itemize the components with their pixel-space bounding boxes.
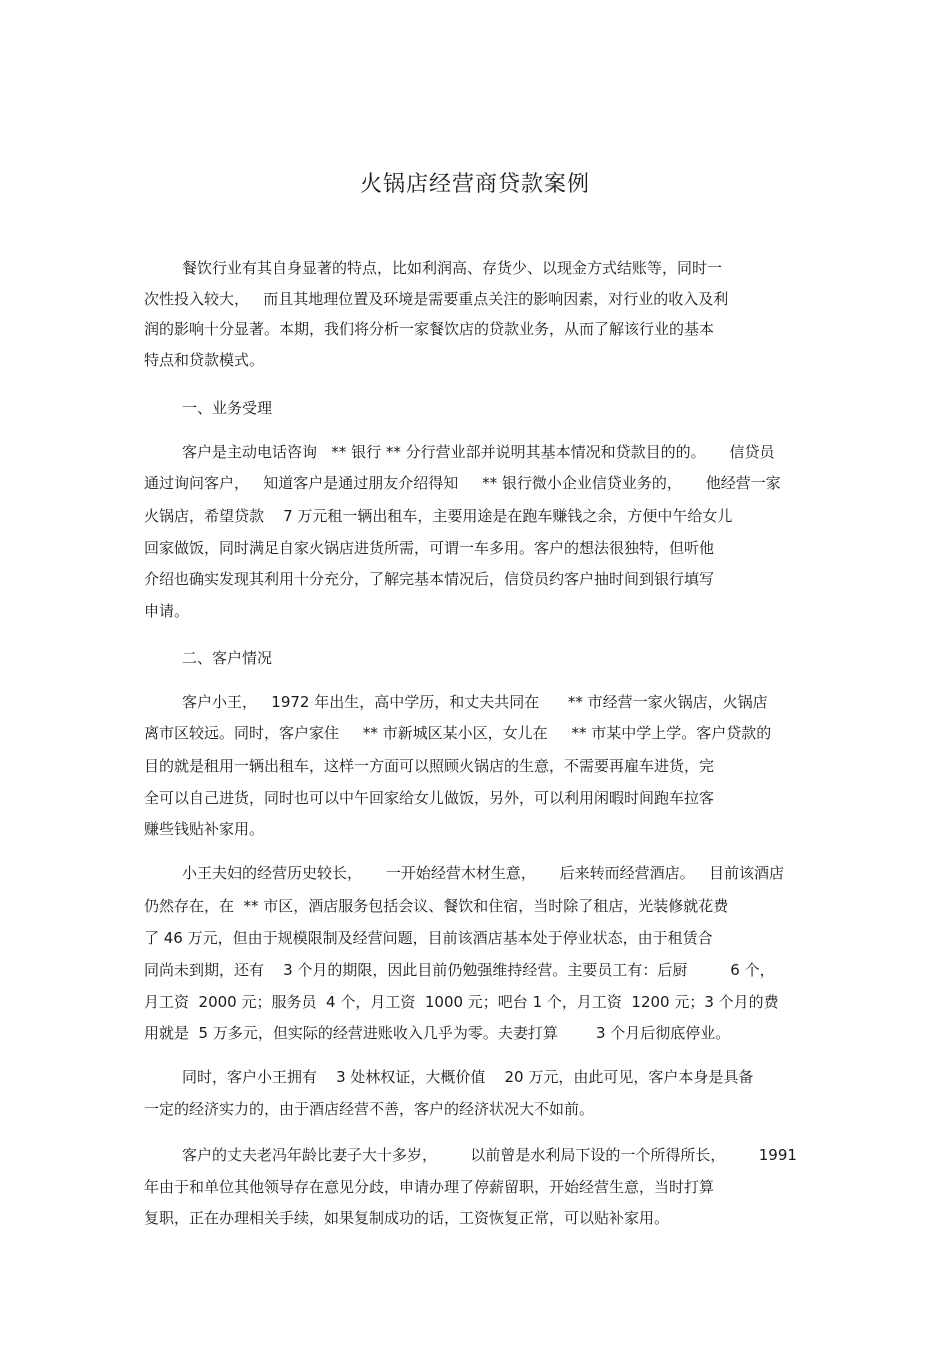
business-paragraph-line-3: 火锅店，希望贷款 7 万元租一辆出租车，主要用途是在跑车赚钱之余，方便中午给女儿 bbox=[144, 507, 733, 525]
husband-paragraph-line-1: 客户的丈夫老冯年龄比妻子大十多岁， 以前曾是水利局下设的一个所得所长， 1991 bbox=[182, 1146, 797, 1164]
section-heading-business: 一、业务受理 bbox=[182, 399, 273, 417]
history-paragraph-line-3: 了 46 万元，但由于规模限制及经营问题，目前该酒店基本处于停业状态，由于租赁合 bbox=[144, 929, 713, 947]
intro-paragraph-line-1: 餐饮行业有其自身显著的特点，比如利润高、存货少、以现金方式结账等，同时一 bbox=[182, 259, 723, 277]
husband-paragraph-line-3: 复职，正在办理相关手续，如果复制成功的话，工资恢复正常，可以贴补家用。 bbox=[144, 1209, 670, 1227]
business-paragraph-line-6: 申请。 bbox=[144, 602, 190, 620]
intro-paragraph-line-3: 润的影响十分显著。本期，我们将分析一家餐饮店的贷款业务，从而了解该行业的基本 bbox=[144, 320, 715, 338]
business-paragraph-line-2: 通过询问客户， 知道客户是通过朋友介绍得知 ** 银行微小企业信贷业务的， 他经营一家 bbox=[144, 474, 781, 492]
intro-paragraph-line-2: 次性投入较大， 而且其地理位置及环境是需要重点关注的影响因素，对行业的收入及利 bbox=[144, 290, 729, 308]
history-paragraph-line-6: 用就是 5 万多元，但实际的经营进账收入几乎为零。夫妻打算 3 个月后彻底停业。 bbox=[144, 1024, 731, 1042]
business-paragraph-line-1: 客户是主动电话咨询 ** 银行 ** 分行营业部并说明其基本情况和贷款目的的。 信贷员 bbox=[182, 443, 775, 461]
client-paragraph-line-2: 离市区较远。同时，客户家住 ** 市新城区某小区，女儿在 ** 市某中学上学。客户贷款的 bbox=[144, 724, 772, 742]
assets-paragraph-line-2: 一定的经济实力的，由于酒店经营不善，客户的经济状况大不如前。 bbox=[144, 1100, 595, 1118]
client-paragraph-line-1: 客户小王， 1972 年出生，高中学历，和丈夫共同在 ** 市经营一家火锅店，火锅店 bbox=[182, 693, 768, 711]
page-title: 火锅店经营商贷款案例 bbox=[359, 172, 590, 197]
husband-paragraph-line-2: 年由于和单位其他领导存在意见分歧，申请办理了停薪留职，开始经营生意，当时打算 bbox=[144, 1178, 715, 1196]
assets-paragraph-line-1: 同时，客户小王拥有 3 处林权证，大概价值 20 万元，由此可见，客户本身是具备 bbox=[182, 1068, 754, 1086]
history-paragraph-line-1: 小王夫妇的经营历史较长， 一开始经营木材生意， 后来转而经营酒店。 目前该酒店 bbox=[182, 864, 784, 882]
intro-paragraph-line-4: 特点和贷款模式。 bbox=[144, 351, 265, 369]
business-paragraph-line-4: 回家做饭，同时满足自家火锅店进货所需，可谓一车多用。客户的想法很独特，但听他 bbox=[144, 539, 715, 557]
section-heading-client: 二、客户情况 bbox=[182, 649, 273, 667]
history-paragraph-line-2: 仍然存在，在 ** 市区，酒店服务包括会议、餐饮和住宿，当时除了租店，光装修就花费 bbox=[144, 897, 729, 915]
client-paragraph-line-4: 全可以自己进货，同时也可以中午回家给女儿做饭，另外，可以利用闲暇时间跑车拉客 bbox=[144, 789, 715, 807]
client-paragraph-line-5: 赚些钱贴补家用。 bbox=[144, 820, 265, 838]
history-paragraph-line-5: 月工资 2000 元；服务员 4 个，月工资 1000 元；吧台 1 个，月工资 1200 元；3 个月的费 bbox=[144, 993, 779, 1011]
business-paragraph-line-5: 介绍也确实发现其利用十分充分，了解完基本情况后，信贷员约客户抽时间到银行填写 bbox=[144, 570, 715, 588]
client-paragraph-line-3: 目的就是租用一辆出租车，这样一方面可以照顾火锅店的生意，不需要再雇车进货，完 bbox=[144, 757, 715, 775]
history-paragraph-line-4: 同尚未到期，还有 3 个月的期限，因此目前仍勉强维持经营。主要员工有：后厨 6 个， bbox=[144, 961, 775, 979]
